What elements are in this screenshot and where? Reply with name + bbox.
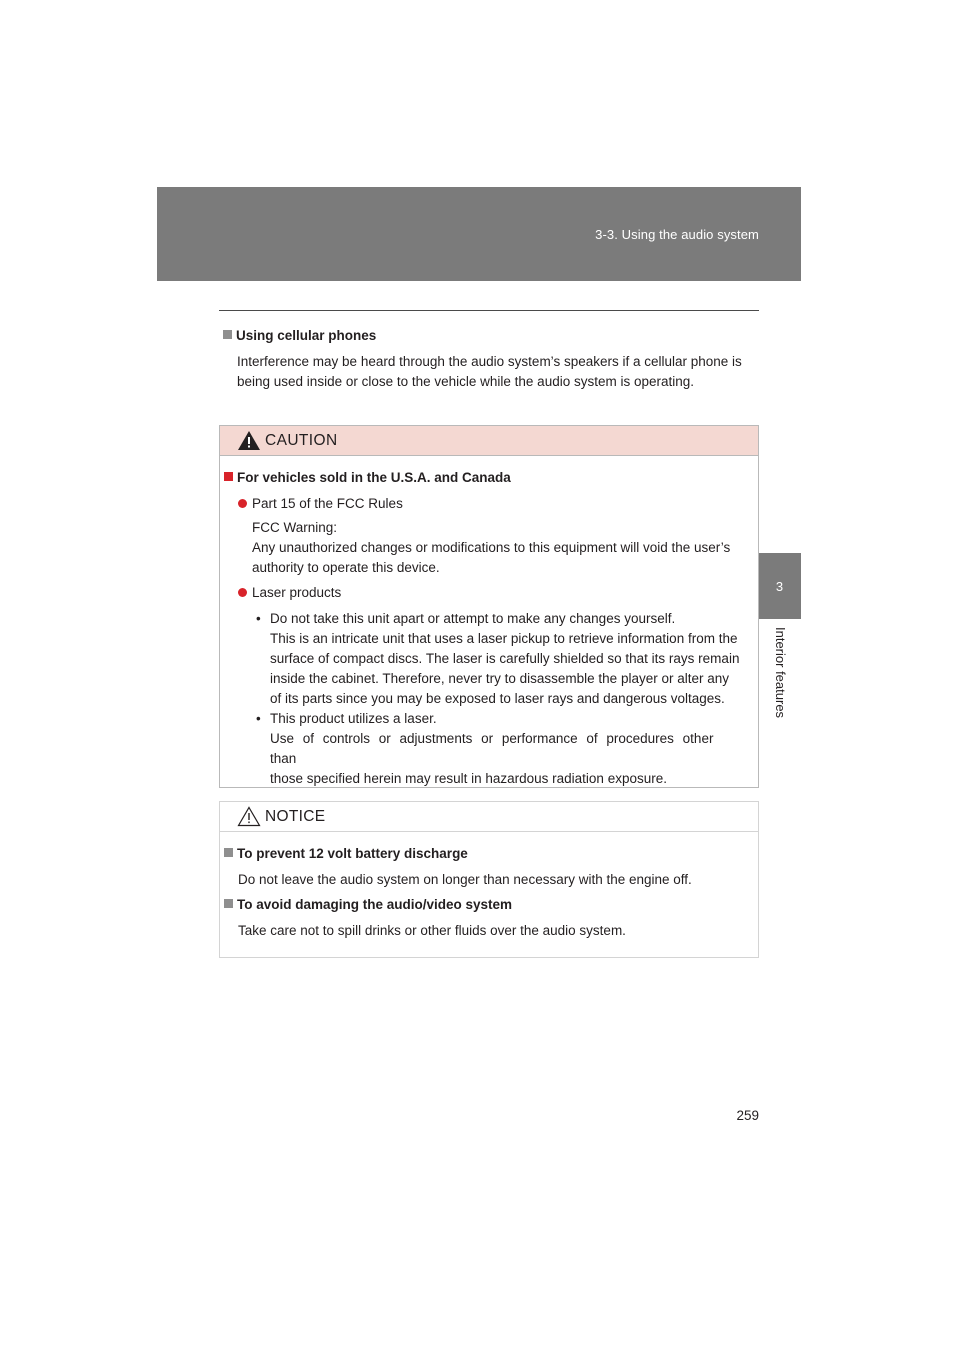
warning-triangle-outline-icon — [237, 806, 261, 827]
chapter-number: 3 — [758, 553, 801, 619]
section-title: 3-3. Using the audio system — [595, 227, 759, 242]
fcc-warning — [252, 518, 754, 578]
notice-header — [220, 802, 758, 832]
caution-label: CAUTION — [265, 431, 338, 449]
cellular-text-line: being used inside or close to the vehicle while the audio system is operating. — [237, 374, 695, 389]
warning-triangle-icon — [237, 430, 261, 451]
chapter-label: Interior features — [773, 627, 788, 719]
fcc-warning-line: authority to operate this device. — [252, 560, 440, 575]
round-bullet-icon — [238, 499, 247, 508]
notice-heading-audio: To avoid damaging the audio/video system — [224, 895, 754, 915]
chapter-side-tab — [758, 281, 801, 1191]
notice-text-battery: Do not leave the audio system on longer than necessary with the engine off. — [238, 872, 692, 887]
laser-sub-item: • Do not take this unit apart or attempt to make any changes yourself. This is an intricate unit that uses a laser pickup to retrieve information from the surface of compact discs. The laser is carefully shielded so that its rays remain inside the cabinet. Therefore, never try to disassemble the player or alter any of its parts since you may be exposed to laser rays and dangerous voltages. — [256, 611, 740, 706]
notice-text-audio: Take care not to spill drinks or other fluids over the audio system. — [238, 923, 626, 938]
laser-item — [238, 583, 754, 789]
laser-item-title: Laser products — [238, 583, 754, 603]
caution-content — [224, 468, 754, 789]
notice-heading-battery: To prevent 12 volt battery discharge — [224, 844, 754, 864]
square-bullet-icon — [223, 330, 232, 339]
dot-bullet-icon: • — [256, 711, 261, 726]
caution-header — [220, 426, 758, 456]
notice-label: NOTICE — [265, 807, 326, 825]
caution-box — [219, 425, 759, 788]
section-divider — [219, 310, 759, 311]
caution-heading: For vehicles sold in the U.S.A. and Canada — [224, 468, 754, 488]
notice-box — [219, 801, 759, 958]
page-number: 259 — [736, 1108, 759, 1123]
dot-bullet-icon: • — [256, 611, 261, 626]
fcc-item-title: Part 15 of the FCC Rules — [238, 494, 754, 514]
square-bullet-icon — [224, 899, 233, 908]
fcc-item — [238, 494, 754, 578]
cellular-section — [219, 326, 759, 392]
laser-sub-list — [256, 609, 748, 789]
fcc-warning-label: FCC Warning: — [252, 520, 338, 535]
header-band — [157, 187, 801, 281]
laser-sub-item: • This product utilizes a laser. Use of controls or adjustments or performance of procedures other than those specified herein may result in hazardous radiation exposure. — [256, 711, 714, 786]
square-bullet-icon — [224, 848, 233, 857]
cellular-heading: Using cellular phones — [223, 326, 759, 346]
square-bullet-icon — [224, 472, 233, 481]
cellular-text — [237, 352, 759, 392]
notice-content — [224, 844, 754, 941]
fcc-warning-line: Any unauthorized changes or modifications to this equipment will void the user’s — [252, 540, 731, 555]
cellular-text-line: Interference may be heard through the audio system’s speakers if a cellular phone is — [237, 354, 742, 369]
round-bullet-icon — [238, 588, 247, 597]
